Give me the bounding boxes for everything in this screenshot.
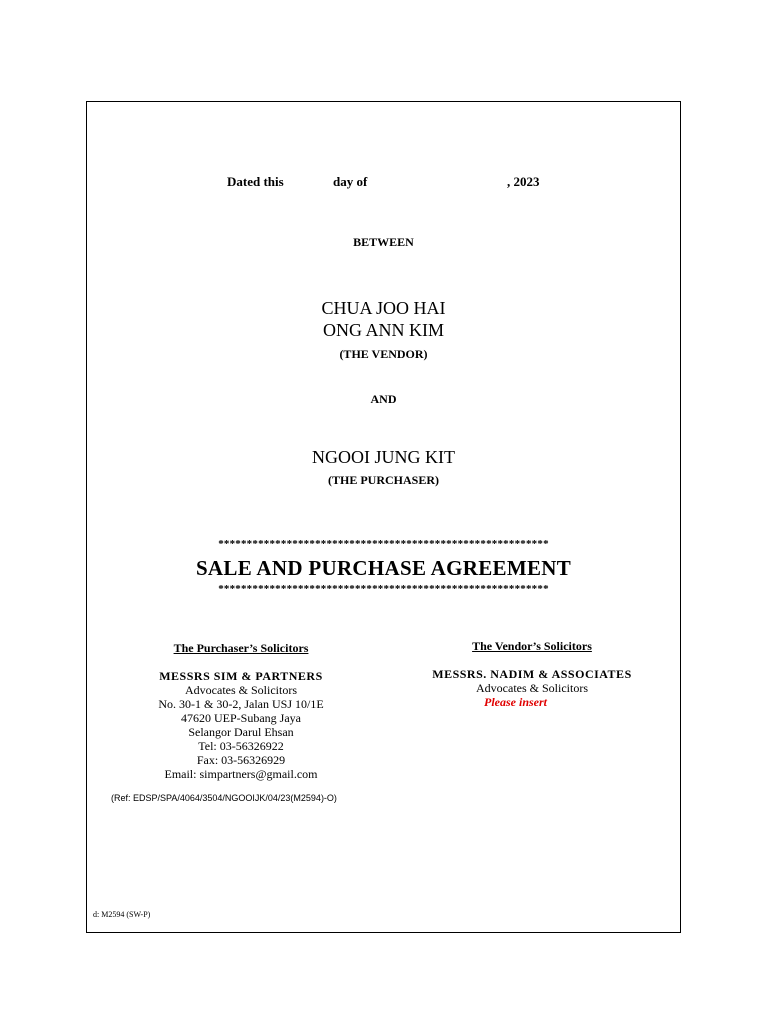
dated-this-label: Dated this (227, 174, 284, 189)
vendor-solicitors-subtitle: Advocates & Solicitors (476, 681, 588, 695)
day-of-label: day of (333, 174, 368, 189)
document-title: SALE AND PURCHASE AGREEMENT (195, 556, 572, 580)
between-label: BETWEEN (353, 235, 414, 249)
footer-code: d: M2594 (SW-P) (93, 910, 151, 919)
purchaser-solicitors-line: Advocates & Solicitors (185, 683, 297, 697)
purchaser-solicitors-heading: The Purchaser’s Solicitors (173, 641, 309, 655)
vendor-solicitors-firm: MESSRS. NADIM & ASSOCIATES (432, 667, 632, 681)
title-stars-bottom: ********************************************************** (218, 583, 549, 595)
vendor-role-label: (THE VENDOR) (339, 347, 428, 361)
vendor-name-1: CHUA JOO HAI (321, 298, 446, 318)
reference-number: (Ref: EDSP/SPA/4064/3504/NGOOIJK/04/23(M2594)-O) (111, 793, 337, 803)
purchaser-solicitors-line: No. 30-1 & 30-2, Jalan USJ 10/1E (158, 697, 324, 711)
title-stars-top: ********************************************************** (218, 538, 549, 550)
vendor-solicitors-heading: The Vendor’s Solicitors (472, 639, 592, 653)
purchaser-role-label: (THE PURCHASER) (327, 473, 439, 487)
purchaser-solicitors-email: Email: simpartners@gmail.com (164, 767, 318, 781)
purchaser-solicitors-tel: Tel: 03-56326922 (198, 739, 284, 753)
vendor-solicitors-block (392, 639, 672, 709)
year-label: , 2023 (507, 174, 540, 189)
purchaser-solicitors-fax: Fax: 03-56326929 (196, 753, 286, 767)
purchaser-solicitors-line: Selangor Darul Ehsan (188, 725, 294, 739)
purchaser-solicitors-line: 47620 UEP-Subang Jaya (181, 711, 301, 725)
vendor-solicitors-note: Please insert (484, 695, 547, 709)
purchaser-name: NGOOI JUNG KIT (312, 447, 455, 467)
document-page (86, 101, 681, 933)
vendor-name-2: ONG ANN KIM (323, 320, 444, 340)
and-label: AND (370, 392, 397, 406)
purchaser-solicitors-firm: MESSRS SIM & PARTNERS (159, 669, 323, 683)
purchaser-solicitors-block (121, 641, 361, 781)
